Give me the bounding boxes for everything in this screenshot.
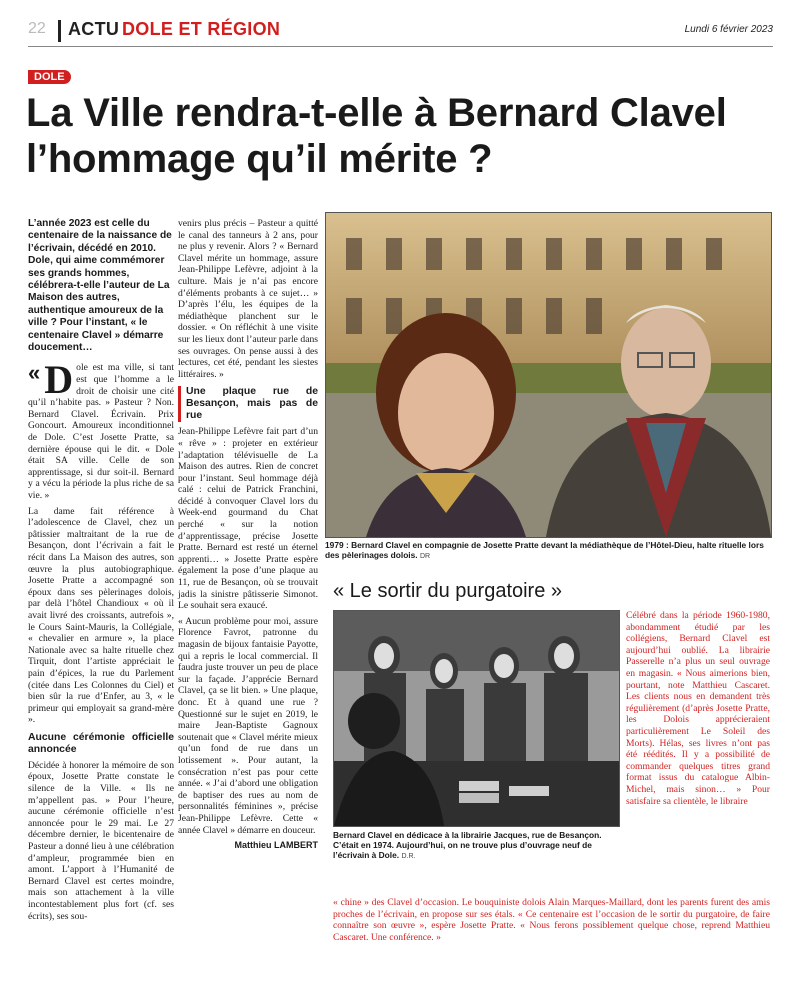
photo-2-caption-text: Bernard Clavel en dédicace à la librairie Jacques, rue de Besançon. C’était en 1974. Aujourd’hui, on ne trouve plus d’ouvrage neuf de l’écrivain à Dole. xyxy=(333,830,602,860)
paragraph-4: venirs plus précis – Pasteur a quitté le canal des tanneurs à 2 ans, pour ne plus y revenir. Alors ? « Bernard Clavel mérite un hommage, assure Jean-Philippe Lefèvre, adjoint à la culture. Mais je n’ai pas encore d’éléments probants à ce sujet… » D’après l’élu, les équipes de la médiathèque planchent sur le dossier. « On réfléchit à une visite sur les lieux dont l’auteur parle dans ses ouvrages. On pense aussi à des lectures, cet été, pendant les siestes littéraires. » xyxy=(178,218,318,380)
box-title: « Le sortir du purgatoire » xyxy=(333,580,563,602)
photo-1-caption-text: 1979 : Bernard Clavel en compagnie de Josette Pratte devant la médiathèque de l’Hôtel-Dieu, halte rituelle lors des pèlerinages dolois. xyxy=(325,540,764,560)
photo-dedicace-image xyxy=(334,611,619,826)
location-tag: DOLE xyxy=(28,70,71,84)
paragraph-5: Jean-Philippe Lefèvre fait part d’un « rêve » : projeter en extérieur l’adaptation télévisuelle de La Maison des autres. Rien de concret pour l’instant. Seul hommage déjà calé : celui de Patrick Franchini, décidé à convoquer Clavel lors du Week-end gourmand du Chat perché « sur la notion d’apprentissage, précise Josette Pratte. Bernard est resté un éternel apprenti… » Josette Pratte espère également la pose d’une plaque au 11, rue de Besançon, où se trouvait jadis la sinistre pâtisserie Simonot. Le souhait sera exaucé. xyxy=(178,426,318,612)
paragraph-1-text: ole est ma ville, si tant est que l’homme a le droit de choisir une cité qu’il n’habite pas. » Pasteur ? Non. Bernard Clavel. Écrivain. Prix Goncourt. Amoureux inconditionnel de Dole. C’est Josette Pratte, sa dernière épouse qui le dit. « Dole était SA ville. Celle de son apprentissage, si dur soit-il. Bernard y a vécu la période la plus riche de sa vie. » xyxy=(28,362,174,501)
photo-clavel-pratte-image xyxy=(326,213,771,537)
page-number: 22 xyxy=(28,20,46,37)
author-signature: Matthieu LAMBERT xyxy=(234,840,318,851)
paragraph-3: Décidée à honorer la mémoire de son époux, Josette Pratte constate le silence de la Ville. « Ils ne m’appellent pas. » Pour l’heure, aucune cérémonie officielle n’est annoncée pour le 29 mai. Le 27 décembre dernier, le bicentenaire de Pasteur a donné lieu à une célébration d’ampleur, programmée bien en amont. L’apport à l’Humanité de Bernard Clavel est certes moindre, mais son attachement à la ville incontestablement plus fort (cf. ses écrits), ses sou- xyxy=(28,759,174,922)
section-region: DOLE ET RÉGION xyxy=(122,19,281,39)
photo-1-credit: DR xyxy=(419,553,431,560)
photo-2-caption xyxy=(333,830,618,862)
box-column-right xyxy=(626,610,770,811)
header-divider xyxy=(58,20,61,42)
subhead-plaque: Une plaque rue de Besançon, mais pas de rue xyxy=(178,386,318,422)
paragraph-6: « Aucun problème pour moi, assure Florence Favrot, patronne du magasin de bijoux fantaisie Payotte, qui a repris le local commercial. Il faudra juste trouver un peu de place sur la façade. J’apprécie Bernard Clavel, ça se lit bien. » Une plaque, donc. Et à quand une rue ? Questionné sur le sujet en 2019, le maire Jean-Baptiste Gagnoux soutenait que « Clavel mérite mieux qu’un fond de rue dans un lotissement ». Pour autant, la consécration n’est pas pour cette année. « J’ai d’abord une obligation de baptiser des rues au nom de personnalités féminines », précise Jean-Philippe Lefèvre. Cette « année Clavel » démarre en douceur. xyxy=(178,615,318,836)
box-text-1: Célébré dans la période 1960-1980, abondamment étudié par les collégiens, Bernard Clavel est aujourd’hui oublié. La librairie Passerelle n’a plus un seul ouvrage en magasin. « Nous aimerions bien, pourtant, note Matthieu Cascaret. Les clients nous en demandent très régulièrement (d’après Josette Pratte, les Dolois apprécieraient particulièrement Le Soleil des Morts). Hélas, ses livres n’ont pas été réédités. Il y a possibilité de commander quelques titres grand format issus du catalogue Albin-Michel, mais sinon… » Pour satisfaire sa clientèle, le libraire xyxy=(626,610,770,807)
box-bottom xyxy=(333,897,770,947)
column-2 xyxy=(178,218,318,852)
drop-cap: D xyxy=(44,357,74,403)
photo-2-credit: D.R. xyxy=(401,853,416,860)
section-label: ACTU xyxy=(68,19,120,39)
issue-date: Lundi 6 février 2023 xyxy=(684,24,773,35)
subhead-ceremony: Aucune cérémonie officielle annoncée xyxy=(28,731,174,755)
opening-quote: « xyxy=(28,360,41,386)
paragraph-2: La dame fait référence à l’adolescence de Clavel, chez un pâtissier maltraitant de la rue de Besançon, dont l’écrivain a fait le récit dans La Maison des autres, son œuvre la plus autobiographique. Josette Pratte a accompagné son époux dans ses pèlerinages dolois, par delà l’hôtel Chandioux « où il avait livré des croissants, autrefois », le Cours Saint-Mauris, la Collégiale, « chevalier en armure », la place Nationale avec sa halte rituelle chez Tirquit, dont l’artiste appréciait le pain d’épices, la rue du Parlement (citée dans Les Colonnes du Ciel) et bien sûr la rue d’Enfer, au 3, « le primeur qui employait sa grand-mère ». xyxy=(28,505,174,726)
photo-1-caption xyxy=(325,540,770,562)
paragraph-1 xyxy=(28,357,174,501)
page-header xyxy=(28,18,773,47)
photo-clavel-pratte xyxy=(325,212,772,538)
article-lead: L’année 2023 est celle du centenaire de la naissance de l’écrivain, décédé en 2010. Dole, qui aime commémorer ses grands hommes, célébrera-t-elle l’auteur de La Maison des autres, authentique amoureux de la ville ? Pour l’instant, « le centenaire Clavel » démarre doucement… xyxy=(28,218,172,354)
photo-dedicace xyxy=(333,610,620,827)
article-title: La Ville rendra-t-elle à Bernard Clavel l’hommage qu’il mérite ? xyxy=(26,91,727,181)
box-text-2: « chine » des Clavel d’occasion. Le bouquiniste dolois Alain Marques-Maillard, dont les parents furent des amis proches de l’écrivain, en propose sur ses étals. « Ce centenaire est l’occasion de le sortir du purgatoire, de faire connaître son œuvre », espère Josette Pratte. « Nous ferons possiblement quelque chose, reprend Matthieu Cascaret. Une conférence. » xyxy=(333,897,770,943)
column-1 xyxy=(28,218,174,926)
